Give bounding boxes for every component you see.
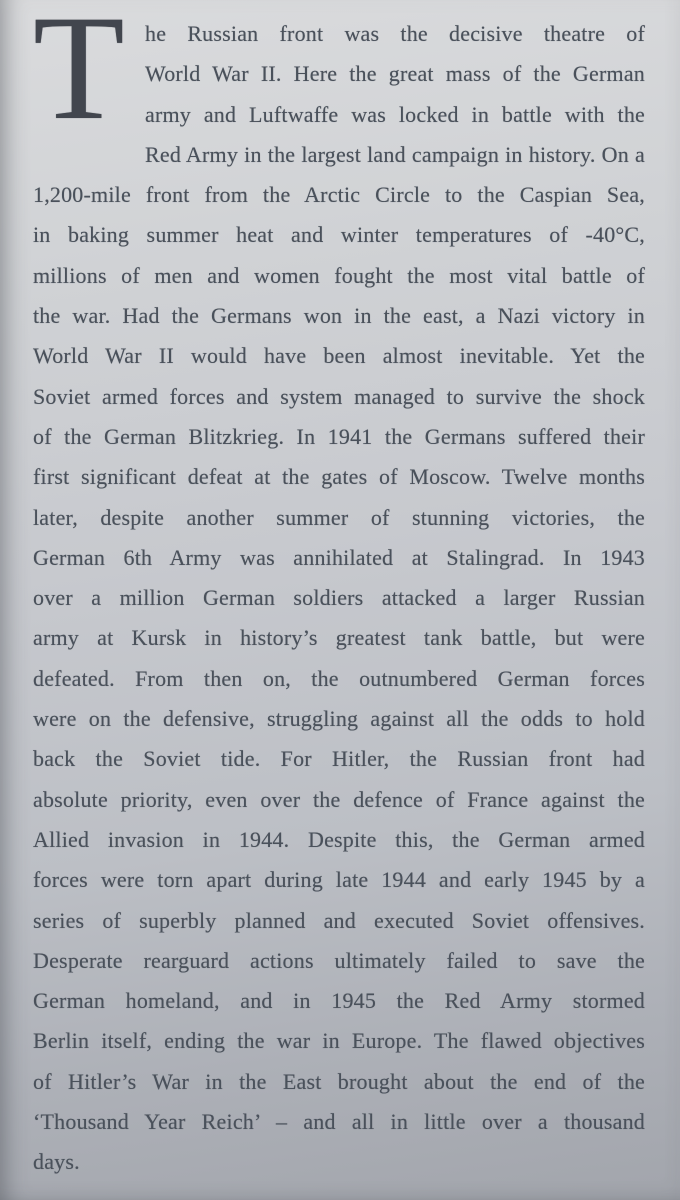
text-line: he Russian front was the decisive theatre of [145, 21, 645, 46]
text-line: series of superbly planned and executed Soviet offensives. [33, 907, 645, 933]
text-line: German homeland, and in 1945 the Red Army stormed [33, 988, 645, 1014]
text-line: over a million German soldiers attacked a larger Russian [33, 585, 645, 611]
text-line: absolute priority, even over the defence of France against the [33, 786, 645, 812]
text-line: the war. Had the Germans won in the east, a Nazi victory in [33, 303, 645, 329]
text-line: later, despite another summer of stunning victories, the [33, 504, 645, 530]
text-line: German 6th Army was annihilated at Stalingrad. In 1943 [33, 544, 645, 570]
text-line: back the Soviet tide. For Hitler, the Russian front had [33, 746, 645, 772]
text-line: army and Luftwaffe was locked in battle with the [145, 101, 645, 127]
text-line: in baking summer heat and winter temperatures of -40°C, [33, 222, 645, 248]
text-line: Red Army in the largest land campaign in history. On a [145, 141, 645, 167]
paragraph-lines [33, 0, 645, 1183]
text-line: Desperate rearguard actions ultimately failed to save the [33, 947, 645, 973]
text-line: Allied invasion in 1944. Despite this, the German armed [33, 826, 645, 852]
text-line: of the German Blitzkrieg. In 1941 the Germans suffered their [33, 423, 645, 449]
text-line: of Hitler’s War in the East brought about the end of the [33, 1068, 645, 1094]
text-line: forces were torn apart during late 1944 and early 1945 by a [33, 867, 645, 893]
text-line: ‘Thousand Year Reich’ – and all in little over a thousand [33, 1109, 645, 1135]
text-line: World War II. Here the great mass of the German [145, 61, 645, 87]
text-line: Berlin itself, ending the war in Europe. The flawed objectives [33, 1028, 645, 1054]
text-line: World War II would have been almost inevitable. Yet the [33, 343, 645, 369]
text-line: were on the defensive, struggling against all the odds to hold [33, 706, 645, 732]
text-line: army at Kursk in history’s greatest tank battle, but were [33, 625, 645, 651]
text-line: Soviet armed forces and system managed to survive the shock [33, 383, 645, 409]
text-line: days. [33, 1149, 80, 1175]
text-line: millions of men and women fought the most vital battle of [33, 262, 645, 288]
text-line: 1,200-mile front from the Arctic Circle to the Caspian Sea, [33, 182, 645, 208]
page-paragraph [33, 0, 645, 1183]
dropcap-letter: T [33, 0, 125, 151]
text-line: first significant defeat at the gates of Moscow. Twelve months [33, 464, 645, 490]
text-line: defeated. From then on, the outnumbered German forces [33, 665, 645, 691]
